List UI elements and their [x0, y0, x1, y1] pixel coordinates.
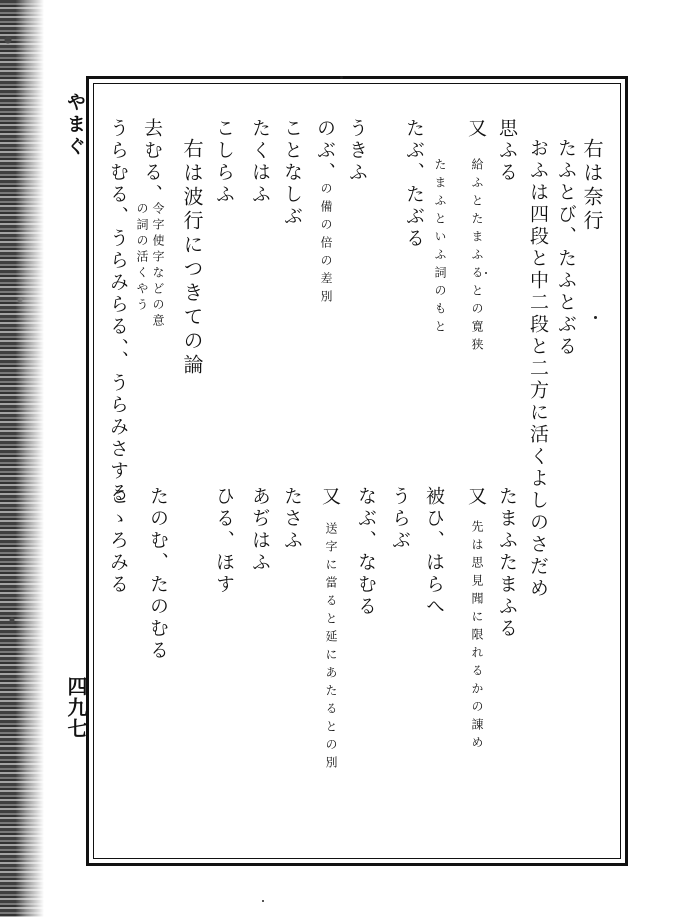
text-column: ひる、ほす	[213, 486, 235, 596]
text-column: 去むる、	[141, 118, 163, 206]
text-column: うきふ	[346, 118, 368, 184]
running-head: やまぐ	[64, 92, 86, 158]
book-spine-shadow	[0, 0, 44, 917]
print-speck	[262, 900, 264, 902]
text-column: 被ひ、はらへ	[423, 486, 445, 618]
print-speck	[594, 316, 597, 319]
annotation-note: 先は思見聞に限れるかの諌め	[470, 520, 484, 754]
text-column: たぶ、たぶる	[403, 118, 425, 250]
text-column: 又	[465, 118, 487, 140]
text-column: たのむ、たのむる	[147, 486, 169, 662]
text-column: たくはふ	[249, 118, 271, 206]
annotation-note: の備の倍の差別	[319, 182, 333, 308]
text-column: ことなしぶ	[281, 118, 303, 228]
text-column: うらむる、うらみらる、、うらみさする	[107, 118, 129, 505]
text-column: こしらふ	[213, 118, 235, 206]
text-column: あぢはふ	[249, 486, 271, 574]
text-column: 又	[319, 486, 341, 508]
text-column: たまふたまふる	[496, 486, 518, 640]
annotation-note: たまふといふ詞のもと	[433, 158, 447, 338]
annotation-note: 送字に當ると延にあたるとの別	[324, 522, 338, 774]
print-speck	[485, 272, 487, 274]
section-heading-ha: 右は波行につきての論	[180, 138, 204, 378]
text-column: なぶ、なむる	[355, 486, 377, 618]
annotation-note: の詞の活くやう	[135, 202, 149, 314]
text-column: たさふ	[281, 486, 303, 552]
text-column: うらぶ	[389, 486, 411, 552]
text-column: おふは四段と中二段と二方に活くよしのさだめ	[527, 138, 549, 600]
text-column: たふとび、たふとぶる	[555, 138, 577, 358]
section-heading-na: 右は奈行	[580, 138, 604, 234]
page-number: 四九七	[64, 676, 88, 739]
annotation-note: 給ふとたまふるとの寛狭	[470, 158, 484, 356]
text-column: 思ふる	[496, 118, 518, 184]
text-column: 又	[465, 486, 487, 508]
print-speck	[340, 76, 343, 79]
text-column: こゝろみる	[107, 486, 129, 596]
text-column: のぶ、	[314, 118, 336, 184]
annotation-note: 令字使字などの意	[151, 202, 165, 330]
